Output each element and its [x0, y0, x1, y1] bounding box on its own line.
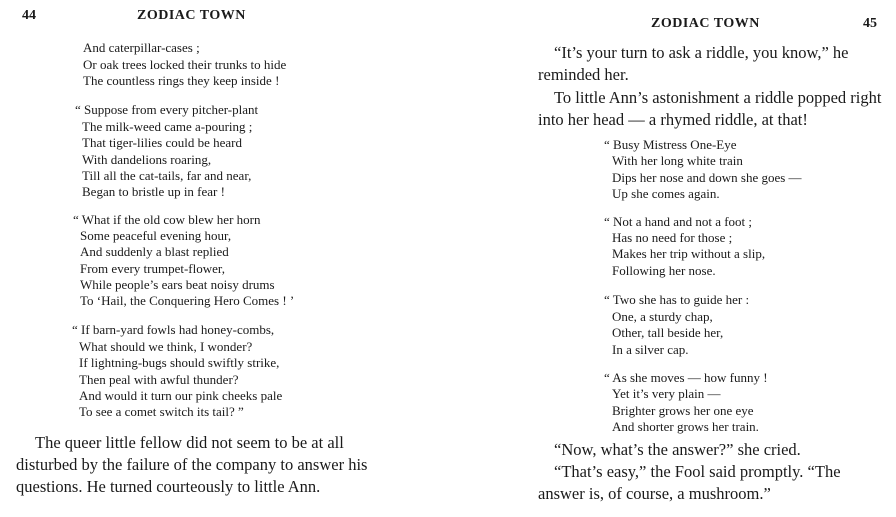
- prose-line: “That’s easy,” the Fool said promptly. “The: [554, 462, 841, 481]
- verse-line: And caterpillar-cases ;: [83, 40, 200, 55]
- verse-line: The countless rings they keep inside !: [83, 73, 280, 88]
- verse-line: “ As she moves — how funny !: [604, 370, 768, 385]
- right-page: [448, 0, 896, 517]
- prose-line: answer is, of course, a mushroom.”: [538, 484, 771, 503]
- verse-line: With her long white train: [612, 153, 743, 168]
- verse-line: The milk-weed came a-pouring ;: [82, 119, 253, 134]
- verse-line: “ Suppose from every pitcher-plant: [75, 102, 259, 117]
- prose-line: into her head — a rhymed riddle, at that!: [538, 110, 808, 129]
- prose-line: disturbed by the failure of the company to answer his: [16, 455, 368, 474]
- verse-line: If lightning-bugs should swiftly strike,: [79, 355, 280, 370]
- prose-line: The queer little fellow did not seem to be at all: [35, 433, 344, 452]
- verse-line: “ Busy Mistress One-Eye: [604, 137, 737, 152]
- verse-line: Makes her trip without a slip,: [612, 246, 766, 261]
- verse-line: “ If barn-yard fowls had honey-combs,: [72, 322, 275, 337]
- verse-line: Brighter grows her one eye: [612, 403, 754, 418]
- verse-line: That tiger-lilies could be heard: [82, 135, 243, 150]
- verse-line: “ Not a hand and not a foot ;: [604, 214, 753, 229]
- verse-line: Up she comes again.: [612, 186, 720, 201]
- verse-line: While people’s ears beat noisy drums: [80, 277, 275, 292]
- verse-line: To see a comet switch its tail? ”: [79, 404, 244, 419]
- verse-line: And would it turn our pink cheeks pale: [79, 388, 283, 403]
- verse-line: Some peaceful evening hour,: [80, 228, 232, 243]
- page-number: 44: [22, 8, 36, 23]
- prose-line: reminded her.: [538, 65, 629, 84]
- prose-line: questions. He turned courteously to little Ann.: [16, 477, 321, 496]
- verse-line: Yet it’s very plain —: [612, 386, 721, 401]
- verse-line: Or oak trees locked their trunks to hide: [83, 57, 287, 72]
- prose-line: “Now, what’s the answer?” she cried.: [554, 440, 801, 459]
- verse-line: “ What if the old cow blew her horn: [73, 212, 261, 227]
- verse-line: Began to bristle up in fear !: [82, 184, 225, 199]
- verse-line: With dandelions roaring,: [82, 152, 212, 167]
- verse-line: “ Two she has to guide her :: [604, 292, 750, 307]
- prose-line: “It’s your turn to ask a riddle, you know,” he: [554, 43, 849, 62]
- verse-line: From every trumpet-flower,: [80, 261, 225, 276]
- running-head: ZODIAC TOWN: [137, 8, 246, 23]
- prose-line: To little Ann’s astonishment a riddle popped right: [554, 88, 882, 107]
- verse-line: Till all the cat-tails, far and near,: [82, 168, 252, 183]
- verse-line: What should we think, I wonder?: [79, 339, 253, 354]
- verse-line: Following her nose.: [612, 263, 716, 278]
- running-head: ZODIAC TOWN: [651, 16, 760, 31]
- page-number: 45: [863, 16, 877, 31]
- verse-line: Other, tall beside her,: [612, 325, 724, 340]
- verse-line: And suddenly a blast replied: [80, 244, 229, 259]
- verse-line: Has no need for those ;: [612, 230, 733, 245]
- verse-line: In a silver cap.: [612, 342, 689, 357]
- verse-line: Dips her nose and down she goes —: [612, 170, 802, 185]
- verse-line: To ‘Hail, the Conquering Hero Comes ! ’: [80, 293, 295, 308]
- verse-line: Then peal with awful thunder?: [79, 372, 239, 387]
- verse-line: And shorter grows her train.: [612, 419, 759, 434]
- verse-line: One, a sturdy chap,: [612, 309, 713, 324]
